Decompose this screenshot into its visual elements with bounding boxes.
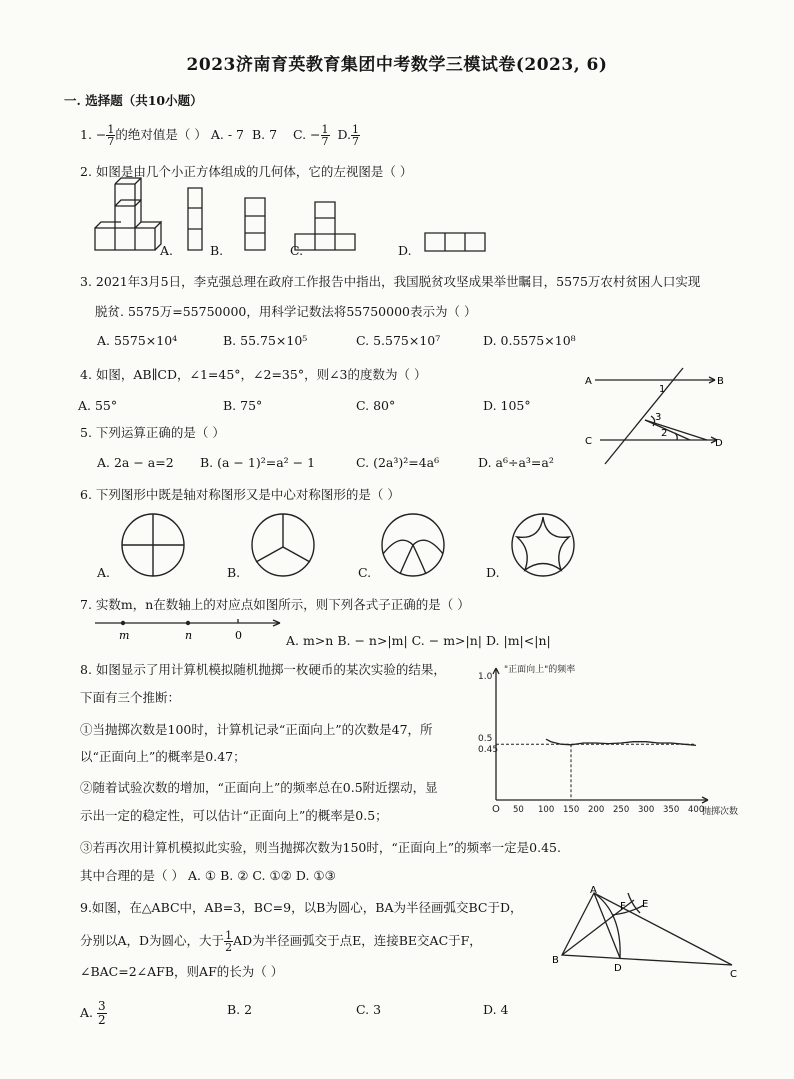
q3-option-d: D. 0.5575×10⁸ (483, 333, 576, 348)
q4-option-a: A. 55° (78, 398, 118, 413)
q4-option-d: D. 105° (483, 398, 531, 413)
label-zero: 0 (235, 629, 242, 642)
q2-option-a: A. (160, 243, 174, 258)
q8-line2: 下面有三个推断： (80, 690, 181, 705)
q7-number-line (95, 615, 295, 645)
q1-minus: − (95, 127, 107, 142)
q6-figure-b (252, 514, 314, 576)
q6-figures (120, 512, 590, 582)
q1-stem: 的绝对值是（ ） (115, 127, 207, 142)
question-2-stem: 2. 如图是由几个小正方体组成的几何体，它的左视图是（ ） (80, 164, 413, 179)
x-tick-label: 50 (513, 805, 524, 815)
x-tick-label: 150 (563, 805, 580, 815)
q4-parallel-lines-figure (585, 368, 745, 468)
q6-figure-a (122, 514, 184, 576)
x-tick-label: 350 (663, 805, 680, 815)
y-tick-label: 0.5 (478, 734, 493, 744)
q1-option-d: D. (337, 127, 352, 142)
x-tick-label: 100 (538, 805, 555, 815)
q2-solid-figure (95, 178, 161, 250)
x-axis-label: 抛掷次数 (702, 807, 739, 817)
q9-half-fraction: $\frac{1}{2}$ (225, 929, 233, 954)
q5-option-a: A. 2a − a=2 (97, 455, 174, 470)
q1-option-a: A. - 7 (210, 127, 244, 142)
q9-line1: 9.如图，在△ABC中，AB=3，BC=9，以B为圆心，BA为半径画弧交BC于D， (80, 900, 523, 915)
q9-option-c: C. 3 (356, 1002, 382, 1017)
q1-number: 1. (80, 127, 92, 142)
point-n (186, 621, 190, 625)
label-B: B (552, 955, 559, 966)
label-D: D (614, 963, 622, 974)
q9-option-d: D. 4 (483, 1002, 509, 1017)
q6-option-a: A. (97, 565, 111, 580)
q2-option-c: C. (290, 243, 304, 258)
q2-view-c (245, 198, 265, 250)
q9-triangle-figure (552, 885, 752, 985)
q3-line1: 3. 2021年3月5日，李克强总理在政府工作报告中指出，我国脱贫攻坚成果举世瞩目，5575万农村贫困人口实现 (80, 274, 701, 289)
y-tick-label: 1.0 (478, 672, 493, 682)
page-title: 2023济南育英教育集团中考数学三模试卷(2023, 6) (186, 55, 608, 75)
q3-line2: 脱贫. 5575万=55750000，用科学记数法将55750000表示为（ ） (95, 304, 477, 319)
label-n: n (185, 629, 193, 642)
label-m: m (119, 629, 130, 642)
q4-option-b: B. 75° (223, 398, 263, 413)
q8-statement-3: ③若再次用计算机模拟此实验，则当抛掷次数为150时，“正面向上”的频率一定是0.45. (80, 840, 561, 855)
q8-statement-1b: 以“正面向上”的概率是0.47； (80, 749, 246, 764)
q9-line2-a: 分别以A，D为圆心，大于 (80, 933, 225, 948)
q2-option-d: D. (398, 243, 412, 258)
point-m (121, 621, 125, 625)
section-heading: 一. 选择题（共10小题） (64, 93, 203, 108)
q6-figure-c (382, 514, 444, 576)
q9-option-b: B. 2 (227, 1002, 253, 1017)
q1-option-c: C. − (292, 127, 321, 142)
q1-option-b: B. 7 (251, 127, 278, 142)
q6-figure-d (512, 514, 574, 576)
y-tick-label: 0.45 (478, 745, 499, 756)
q8-statement-2a: ②随着试验次数的增加，“正面向上”的频率总在0.5附近摆动，显 (80, 780, 438, 795)
q4-stem: 4. 如图，AB∥CD，∠1=45°，∠2=35°，则∠3的度数为（ ） (80, 367, 427, 382)
x-tick-label: 300 (638, 805, 655, 815)
x-tick-label: 250 (613, 805, 630, 815)
question-1: 1. − $\frac{1}{7}$ 的绝对值是（ ） A. - 7 B. 7 C. − $\frac{1}{7}$ D. $\frac{1}{7}$ (80, 123, 360, 148)
origin-label: O (492, 804, 500, 815)
q3-option-b: B. 55.75×10⁵ (223, 333, 308, 348)
q9-option-a: A. $\frac{3}{2}$ (80, 999, 106, 1027)
q2-view-e (425, 233, 485, 251)
q9-line2 (80, 930, 482, 953)
q2-option-b: B. (210, 243, 224, 258)
q6-option-c: C. (358, 565, 372, 580)
q3-option-c: C. 5.575×10⁷ (356, 333, 441, 348)
label-D: D (715, 438, 723, 449)
q9-line3: ∠BAC=2∠AFB，则AF的长为（ ） (80, 964, 284, 979)
q8-statement-2b: 示出一定的稳定性，可以估计“正面向上”的概率是0.5； (80, 808, 388, 823)
q2-view-d (295, 202, 355, 250)
label-F: F (620, 901, 626, 912)
x-tick-label: 200 (588, 805, 605, 815)
q9-line2-b: AD为半径画弧交于点E，连接BE交AC于F， (233, 933, 482, 948)
y-axis-label: "正面向上"的频率 (504, 665, 576, 675)
label-C: C (730, 969, 737, 980)
q5-option-d: D. a⁶÷a³=a² (478, 455, 554, 470)
q8-line1: 8. 如图显示了用计算机模拟随机抛掷一枚硬币的某次实验的结果， (80, 662, 446, 677)
angle-3: 3 (655, 412, 662, 423)
label-E: E (642, 899, 649, 910)
label-C: C (585, 436, 592, 447)
q5-option-b: B. (a − 1)²=a² − 1 (200, 455, 316, 470)
q8-statement-1a: ①当抛掷次数是100时，计算机记录“正面向上”的次数是47，所 (80, 722, 433, 737)
q8-frequency-chart (478, 664, 758, 817)
angle-2: 2 (661, 428, 668, 439)
angle-1: 1 (659, 384, 666, 395)
q6-stem: 6. 下列图形中既是轴对称图形又是中心对称图形的是（ ） (80, 487, 400, 502)
q8-ask: 其中合理的是（ ） A. ① B. ② C. ①② D. ①③ (80, 868, 336, 883)
label-A: A (585, 376, 592, 387)
x-tick-label: 400 (688, 805, 705, 815)
q5-option-c: C. (2a³)²=4a⁶ (356, 455, 440, 470)
q7-options: A. m>n B. − n>|m| C. − m>|n| D. |m|<|n| (286, 633, 551, 648)
q3-option-a: A. 5575×10⁴ (97, 333, 178, 348)
q1-fraction: $\frac{1}{7}$ (107, 123, 115, 148)
q6-option-d: D. (486, 565, 500, 580)
q6-option-b: B. (227, 565, 241, 580)
q5-stem: 5. 下列运算正确的是（ ） (80, 425, 225, 440)
label-A: A (590, 885, 597, 896)
label-B: B (717, 376, 724, 387)
q4-option-c: C. 80° (356, 398, 396, 413)
q7-stem: 7. 实数m，n在数轴上的对应点如图所示，则下列各式子正确的是（ ） (80, 597, 470, 612)
q2-view-b (188, 188, 202, 250)
